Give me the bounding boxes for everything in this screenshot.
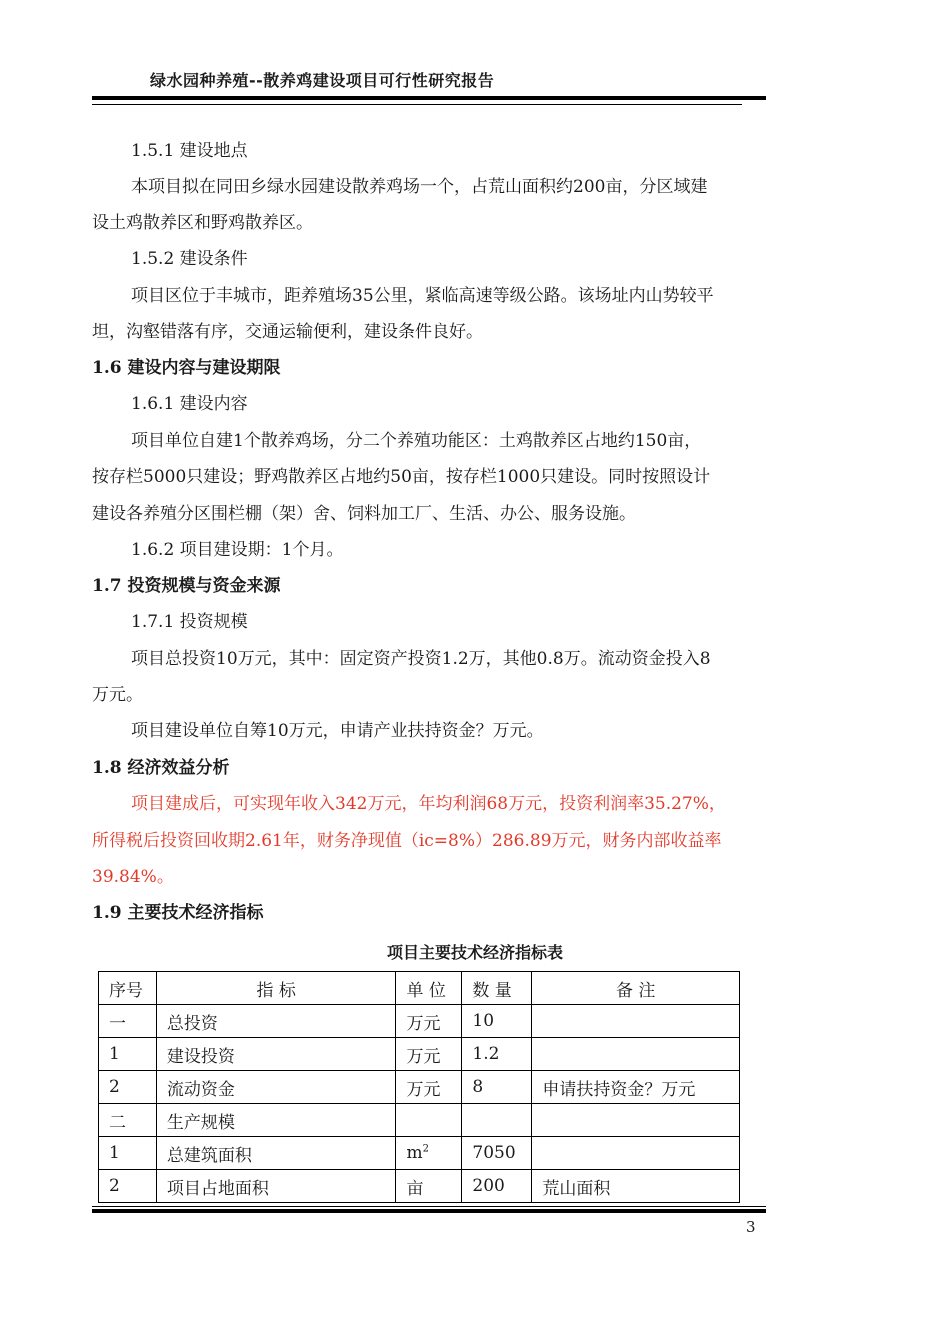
cell-serial: 1 [99,1137,157,1170]
page-number: 3 [746,1218,756,1236]
cell-note: 申请扶持资金？万元 [532,1071,740,1104]
header-indicator: 指 标 [156,972,396,1005]
paragraph-line: 设土鸡散养区和野鸡散养区。 [92,213,313,233]
header-serial: 序号 [99,972,157,1005]
cell-indicator: 流动资金 [156,1071,396,1104]
indicator-table [98,971,740,1203]
section-1-7-heading: 1.7 投资规模与资金来源 [92,576,281,596]
unit-base: m [406,1143,423,1163]
paragraph-line-highlight: 项目建成后，可实现年收入342万元，年均利润68万元，投资利润率35.27%， [131,794,726,814]
cell-unit [396,1137,462,1170]
cell-unit: 万元 [396,1005,462,1038]
cell-unit [396,1104,462,1137]
cell-quantity: 200 [462,1170,532,1203]
unit-superscript: 2 [422,1143,429,1155]
cell-note [532,1005,740,1038]
table-row [99,1005,740,1038]
paragraph-line: 坦，沟壑错落有序，交通运输便利，建设条件良好。 [92,322,483,342]
cell-serial: 1 [99,1038,157,1071]
cell-serial: 二 [99,1104,157,1137]
paragraph-line: 项目建设单位自筹10万元，申请产业扶持资金？万元。 [131,721,544,741]
cell-unit: 亩 [396,1170,462,1203]
paragraph-line: 项目单位自建1个散养鸡场，分二个养殖功能区：土鸡散养区占地约150亩， [131,431,702,451]
header-rule-thick [92,96,766,100]
cell-indicator: 建设投资 [156,1038,396,1071]
cell-indicator: 项目占地面积 [156,1170,396,1203]
cell-quantity [462,1104,532,1137]
document-header-title: 绿水园种养殖--散养鸡建设项目可行性研究报告 [150,71,495,90]
cell-unit: 万元 [396,1071,462,1104]
cell-quantity: 1.2 [462,1038,532,1071]
section-1-5-1-heading: 1.5.1 建设地点 [131,141,248,161]
cell-note: 荒山面积 [532,1170,740,1203]
paragraph-line: 项目区位于丰城市，距养殖场35公里，紧临高速等级公路。该场址内山势较平 [131,286,714,306]
table-row [99,1137,740,1170]
header-unit: 单 位 [396,972,462,1005]
table-row [99,1038,740,1071]
cell-indicator: 总投资 [156,1005,396,1038]
section-1-7-1-heading: 1.7.1 投资规模 [131,612,248,632]
cell-note [532,1038,740,1071]
cell-quantity: 8 [462,1071,532,1104]
paragraph-line-highlight: 所得税后投资回收期2.61年，财务净现值（ic=8%）286.89万元，财务内部收益率 [92,831,722,851]
section-1-9-heading: 1.9 主要技术经济指标 [92,903,264,923]
section-1-6-1-heading: 1.6.1 建设内容 [131,394,248,414]
cell-indicator: 总建筑面积 [156,1137,396,1170]
footer-rule-thin [92,1206,766,1207]
cell-note [532,1137,740,1170]
cell-quantity: 10 [462,1005,532,1038]
header-rule-thin [92,104,742,105]
table-row [99,1104,740,1137]
header-quantity: 数 量 [462,972,532,1005]
table-row [99,1170,740,1203]
section-1-8-heading: 1.8 经济效益分析 [92,758,230,778]
paragraph-line: 万元。 [92,685,143,705]
footer-rule-thick [92,1209,766,1213]
cell-serial: 一 [99,1005,157,1038]
cell-serial: 2 [99,1170,157,1203]
paragraph-line: 按存栏5000只建设；野鸡散养区占地约50亩，按存栏1000只建设。同时按照设计 [92,467,711,487]
paragraph-line: 本项目拟在同田乡绿水园建设散养鸡场一个，占荒山面积约200亩，分区域建 [131,177,708,197]
section-1-6-2-text: 1.6.2 项目建设期：1个月。 [131,540,344,560]
cell-note [532,1104,740,1137]
cell-serial: 2 [99,1071,157,1104]
section-1-5-2-heading: 1.5.2 建设条件 [131,249,248,269]
table-caption: 项目主要技术经济指标表 [386,943,563,962]
section-1-6-heading: 1.6 建设内容与建设期限 [92,358,281,378]
paragraph-line: 项目总投资10万元，其中：固定资产投资1.2万，其他0.8万。流动资金投入8 [131,649,711,669]
table-row [99,1071,740,1104]
paragraph-line: 建设各养殖分区围栏棚（架）舍、饲料加工厂、生活、办公、服务设施。 [92,504,636,524]
cell-unit: 万元 [396,1038,462,1071]
paragraph-line-highlight: 39.84%。 [92,867,174,887]
header-note: 备 注 [532,972,740,1005]
cell-indicator: 生产规模 [156,1104,396,1137]
table-header-row [99,972,740,1005]
cell-quantity: 7050 [462,1137,532,1170]
